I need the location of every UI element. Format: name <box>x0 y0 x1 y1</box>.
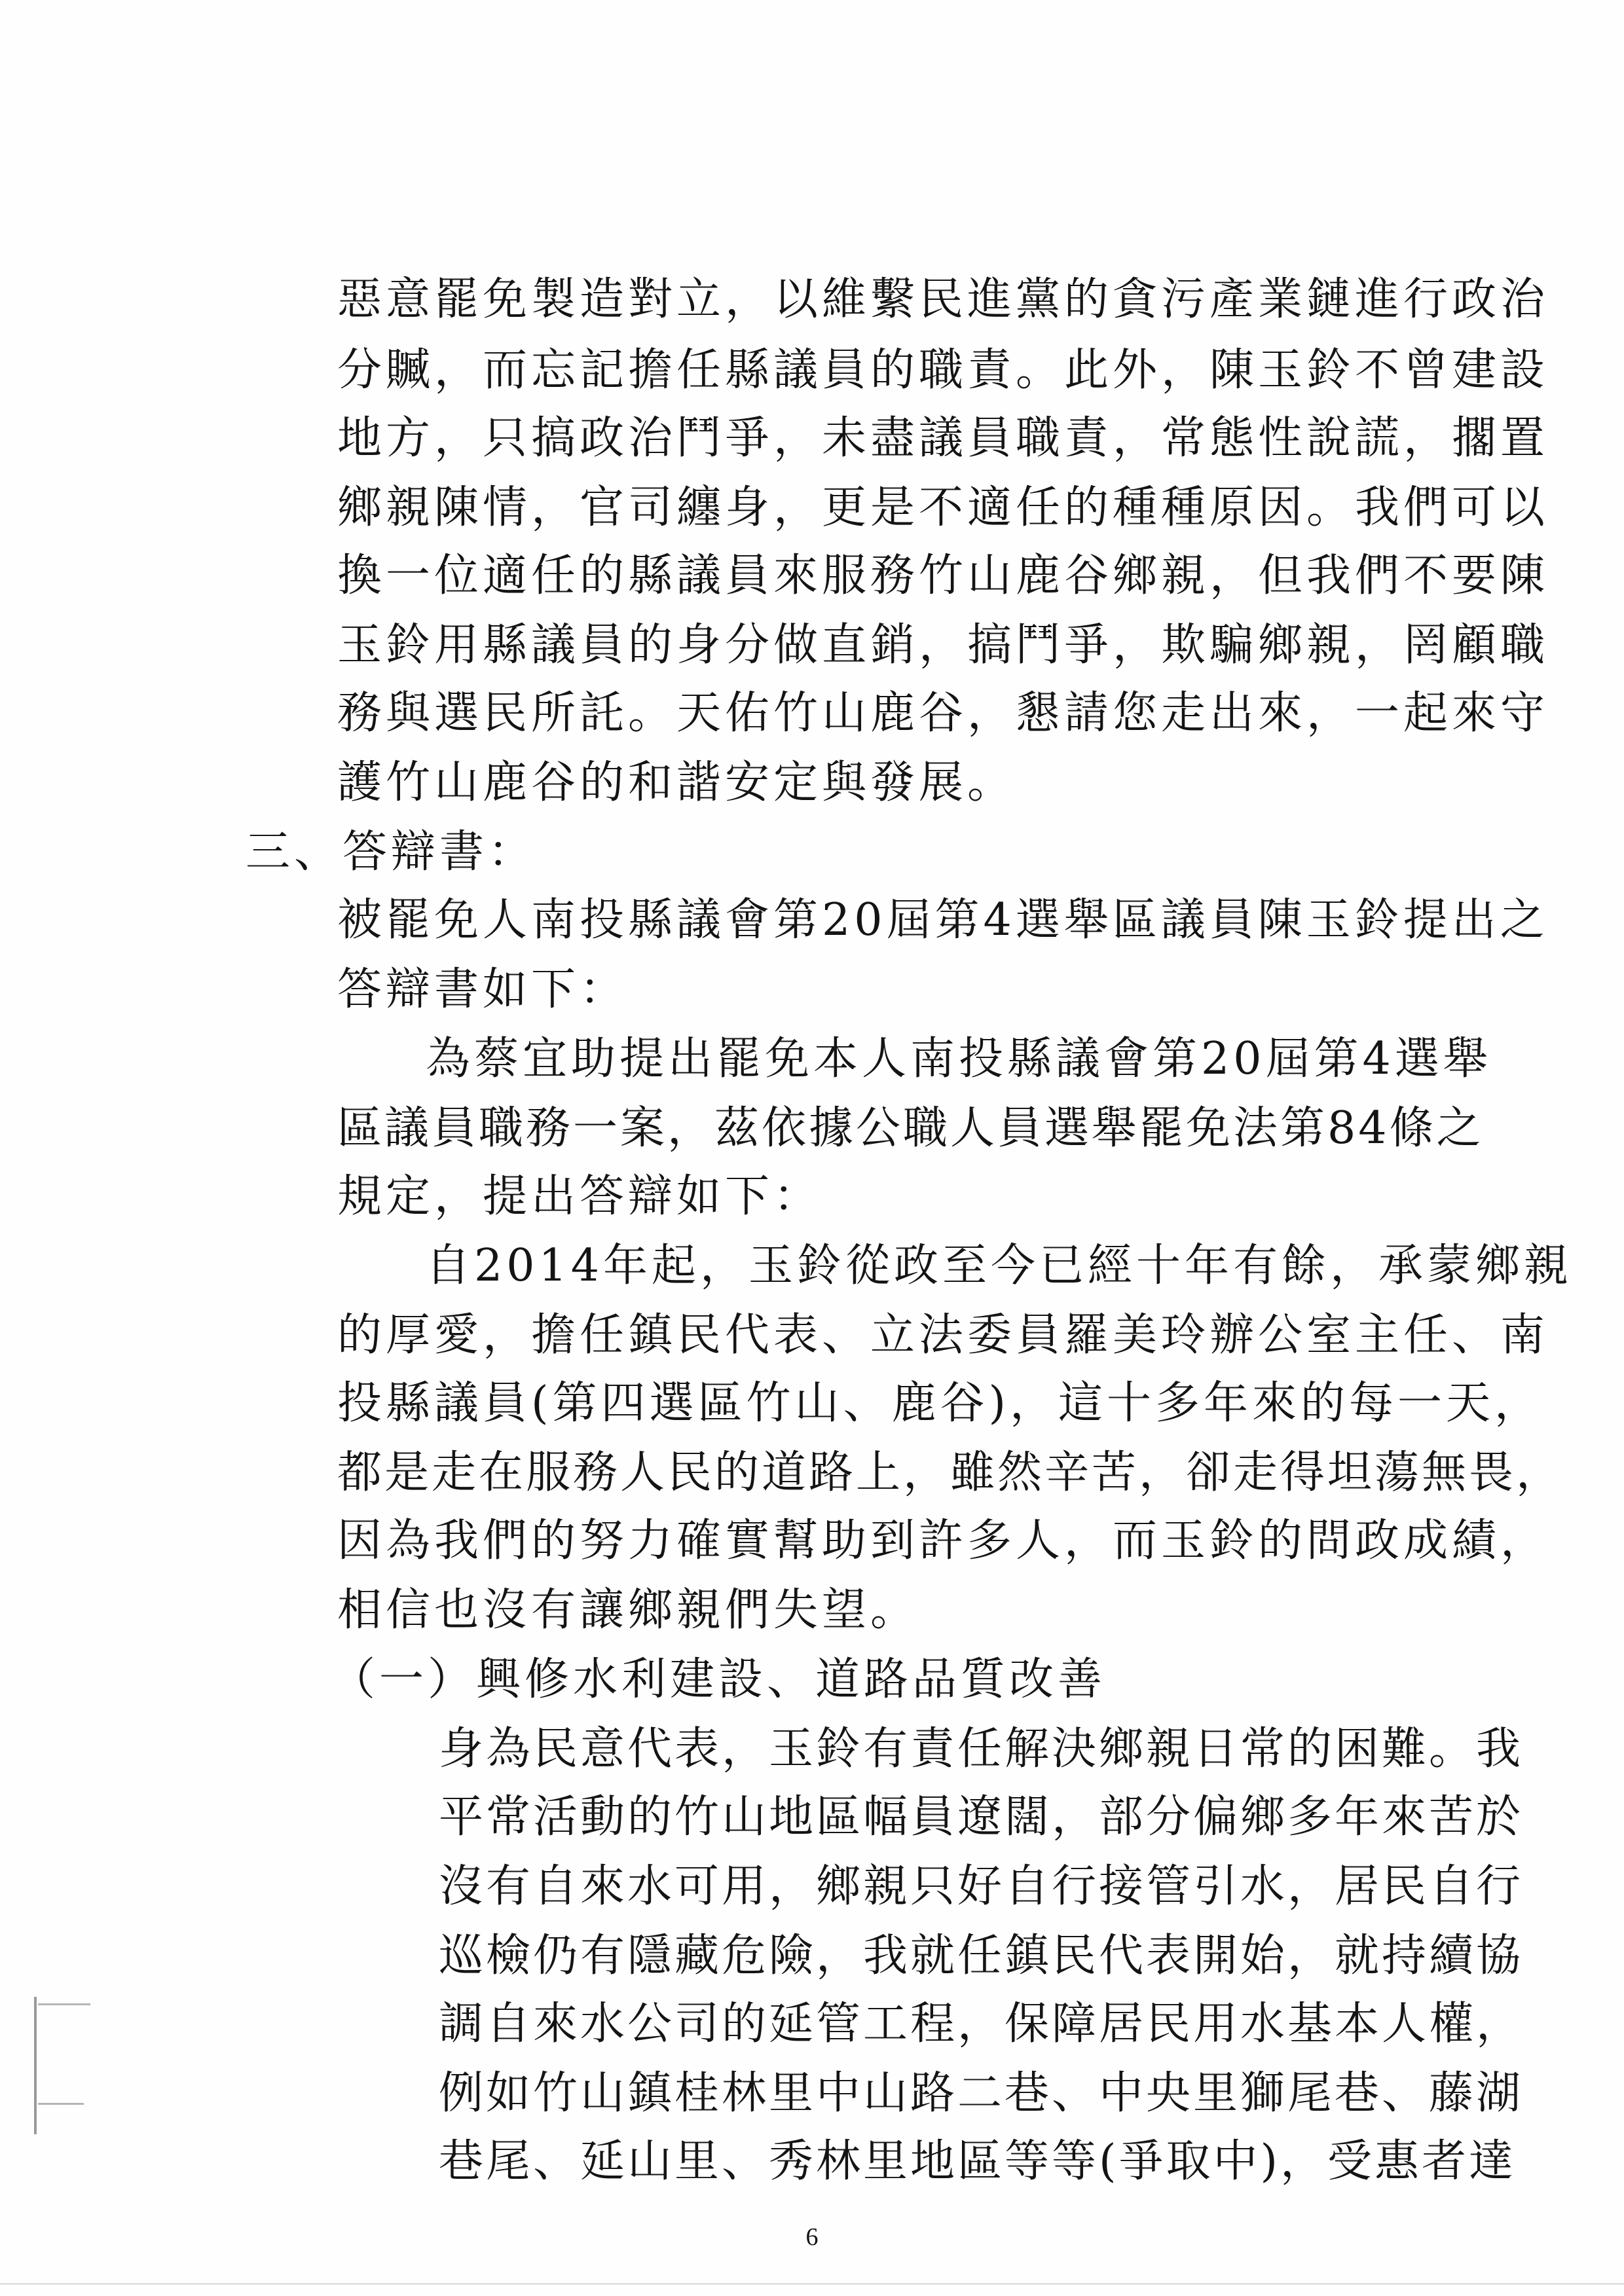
section-heading: 三、答辯書： <box>246 826 537 878</box>
continuation-line: 地方，只搞政治鬥爭，未盡議員職責，常態性說謊，擱置 <box>337 412 1549 464</box>
paragraph-line: 區議員職務一案，茲依據公職人員選舉罷免法第84條之 <box>337 1102 1484 1154</box>
subsection-line: 調自來水公司的延管工程，保障居民用水基本人權， <box>439 1998 1524 2050</box>
continuation-line: 鄉親陳情，官司纏身，更是不適任的種種原因。我們可以 <box>337 482 1549 534</box>
paragraph-line: 投縣議員(第四選區竹山、鹿谷)，這十多年來的每一天， <box>337 1377 1543 1429</box>
subsection-line: 巷尾、延山里、秀林里地區等等(爭取中)，受惠者達 <box>439 2136 1517 2187</box>
subsection-heading: （一）興修水利建設、道路品質改善 <box>331 1654 1107 1705</box>
paragraph-line: 的厚愛，擔任鎮民代表、立法委員羅美玲辦公室主任、南 <box>337 1309 1549 1361</box>
subsection-line: 例如竹山鎮桂林里中山路二巷、中央里獅尾巷、藤湖 <box>439 2068 1524 2119</box>
subsection-line: 身為民意代表，玉鈴有責任解決鄉親日常的困難。我 <box>439 1723 1524 1775</box>
paragraph-line: 因為我們的努力確實幫助到許多人，而玉鈴的問政成績， <box>337 1515 1549 1567</box>
continuation-line: 務與選民所託。天佑竹山鹿谷，懇請您走出來，一起來守 <box>337 687 1549 739</box>
scan-mark <box>38 2103 84 2105</box>
paragraph-line: 自2014年起，玉鈴從政至今已經十年有餘，承蒙鄉親 <box>426 1240 1573 1292</box>
paragraph-line: 相信也沒有讓鄉親們失望。 <box>337 1584 919 1636</box>
scan-mark <box>38 2003 90 2005</box>
paragraph-line: 都是走在服務人民的道路上，雖然辛苦，卻走得坦蕩無畏， <box>337 1447 1564 1499</box>
intro-line: 答辯書如下： <box>337 964 629 1015</box>
subsection-line: 平常活動的竹山地區幅員遼闊，部分偏鄉多年來苦於 <box>439 1791 1524 1843</box>
continuation-line: 玉鈴用縣議員的身分做直銷，搞鬥爭，欺騙鄉親，罔顧職 <box>337 619 1549 671</box>
subsection-line: 巡檢仍有隱藏危險，我就任鎮民代表開始，就持續協 <box>439 1930 1524 1982</box>
continuation-line: 護竹山鹿谷的和諧安定與發展。 <box>337 757 1016 809</box>
continuation-line: 換一位適任的縣議員來服務竹山鹿谷鄉親，但我們不要陳 <box>337 550 1549 602</box>
paragraph-line: 為蔡宜助提出罷免本人南投縣議會第20屆第4選舉 <box>426 1033 1492 1085</box>
continuation-line: 惡意罷免製造對立，以維繫民進黨的貪污產業鏈進行政治 <box>337 274 1549 325</box>
subsection-line: 沒有自來水可用，鄉親只好自行接管引水，居民自行 <box>439 1861 1524 1912</box>
paragraph-line: 規定，提出答辯如下： <box>337 1171 822 1222</box>
continuation-line: 分贓，而忘記擔任縣議員的職責。此外，陳玉鈴不曾建設 <box>337 344 1549 396</box>
scan-edge <box>0 2283 1624 2285</box>
scan-mark <box>34 1997 37 2134</box>
intro-line: 被罷免人南投縣議會第20屆第4選舉區議員陳玉鈴提出之 <box>337 894 1549 946</box>
page-number: 6 <box>805 2223 819 2251</box>
